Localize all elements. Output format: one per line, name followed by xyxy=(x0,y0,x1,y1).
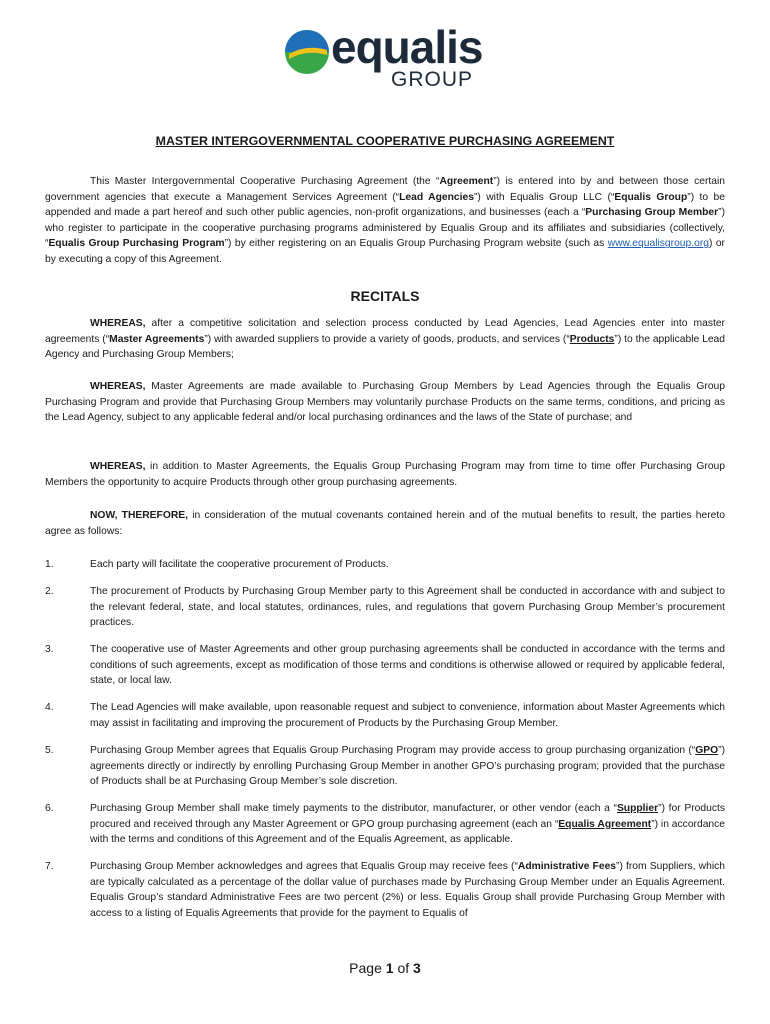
page-number: Page 1 of 3 xyxy=(349,960,421,976)
item-text: The Lead Agencies will make available, upon reasonable request and subject to convenience, information about Master Agreements which may assist in facilitating and improving the procurement of Products by the Purchasing Group Member. xyxy=(90,702,725,729)
now-therefore-clause: NOW, THEREFORE, in consideration of the mutual covenants contained herein and of the mutual benefits to result, the parties hereto agree as follows: xyxy=(45,510,725,537)
list-item xyxy=(45,859,725,921)
whereas-clause-1: WHEREAS, after a competitive solicitation and selection process conducted by Lead Agencies, Lead Agencies enter into master agreements (“Master Agreements”) with awarded suppliers to provide a variety of goods, products, and services (“Products”) to the applicable Lead Agency and Purchasing Group Members; xyxy=(45,318,725,361)
item-number: 7. xyxy=(45,861,54,872)
item-number: 2. xyxy=(45,586,54,597)
whereas-clause-3: WHEREAS, in addition to Master Agreements, the Equalis Group Purchasing Program may from time to time offer Purchasing Group Members the opportunity to acquire Products through other group purchasing agreements. xyxy=(45,461,725,488)
logo-subtext: GROUP xyxy=(391,68,474,91)
item-number: 4. xyxy=(45,702,54,713)
website-link[interactable]: www.equalisgroup.org xyxy=(607,238,709,250)
intro-paragraph: This Master Intergovernmental Cooperative Purchasing Agreement (the “Agreement”) is entered into by and between those certain government agencies that execute a Management Services Agreement (“Lead Agencies”) with Equalis Group LLC (“Equalis Group”) to be appended and made a part hereof and such other public agencies, non-profit organizations, and businesses (each a “Purchasing Group Member”) who register to participate in the cooperative purchasing programs administered by Equalis Group and its affiliates and subsidiaries (collectively, “Equalis Group Purchasing Program”) by either registering on an Equalis Group Purchasing Program website (such as www.equalisgroup.org) or by executing a copy of this Agreement. xyxy=(45,176,725,265)
item-text: Purchasing Group Member acknowledges and agrees that Equalis Group may receive fees (“Administrative Fees”) from Suppliers, which are typically calculated as a percentage of the dollar value of purchases made by Purchasing Group Member under an Equalis Agreement. Equalis Group’s standard Administrative Fees are two percent (2%) or less. Equalis Group shall provide Purchasing Group Member with access to a listing of Equalis Agreements that provide for the payment to Equalis of xyxy=(90,861,725,919)
recitals-heading: RECITALS xyxy=(350,288,420,304)
list-item xyxy=(45,743,725,790)
item-text: The procurement of Products by Purchasing Group Member party to this Agreement shall be conducted in accordance with and subject to the relevant federal, state, and local statutes, ordinances, rules, and regulations that govern Purchasing Group Member’s procurement practices. xyxy=(90,586,725,629)
item-number: 3. xyxy=(45,644,54,655)
logo-wordmark: equalis xyxy=(331,21,483,73)
item-number: 6. xyxy=(45,803,54,814)
item-text: Purchasing Group Member shall make timely payments to the distributor, manufacturer, or other vendor (each a “Supplier”) for Products procured and received through any Master Agreement or GPO group purchasing agreement (each an “Equalis Agreement”) in accordance with the terms and conditions of this Agreement and of the Equalis Agreement, as applicable. xyxy=(90,803,726,846)
list-item xyxy=(45,642,725,689)
equalis-group-logo xyxy=(283,21,493,92)
item-number: 1. xyxy=(45,559,54,570)
item-number: 5. xyxy=(45,745,54,756)
document-title: MASTER INTERGOVERNMENTAL COOPERATIVE PURCHASING AGREEMENT xyxy=(155,134,615,148)
list-item xyxy=(45,801,725,848)
item-text: Each party will facilitate the cooperative procurement of Products. xyxy=(90,559,389,570)
list-item xyxy=(45,557,725,573)
whereas-clause-2: WHEREAS, Master Agreements are made available to Purchasing Group Members by Lead Agencies through the Equalis Group Purchasing Program and provide that Purchasing Group Members may voluntarily purchase Products on the same terms, conditions, and pricing as the Lead Agency, subject to any applicable federal and/or local purchasing ordinances and the laws of the State of purchase; and xyxy=(45,381,725,424)
item-text: Purchasing Group Member agrees that Equalis Group Purchasing Program may provide access to group purchasing organization (“GPO”) agreements directly or indirectly by enrolling Purchasing Group Member in another GPO’s purchasing program; provided that the purchase of Products shall be at Purchasing Group Member’s sole discretion. xyxy=(90,745,725,788)
equalis-logo-mark xyxy=(283,28,331,76)
list-item xyxy=(45,700,725,731)
item-text: The cooperative use of Master Agreements and other group purchasing agreements shall be conducted in accordance with the terms and conditions of such agreements, except as modification of those terms and conditions is otherwise allowed or required by applicable federal, state, or local law. xyxy=(90,644,725,687)
list-item xyxy=(45,584,725,631)
